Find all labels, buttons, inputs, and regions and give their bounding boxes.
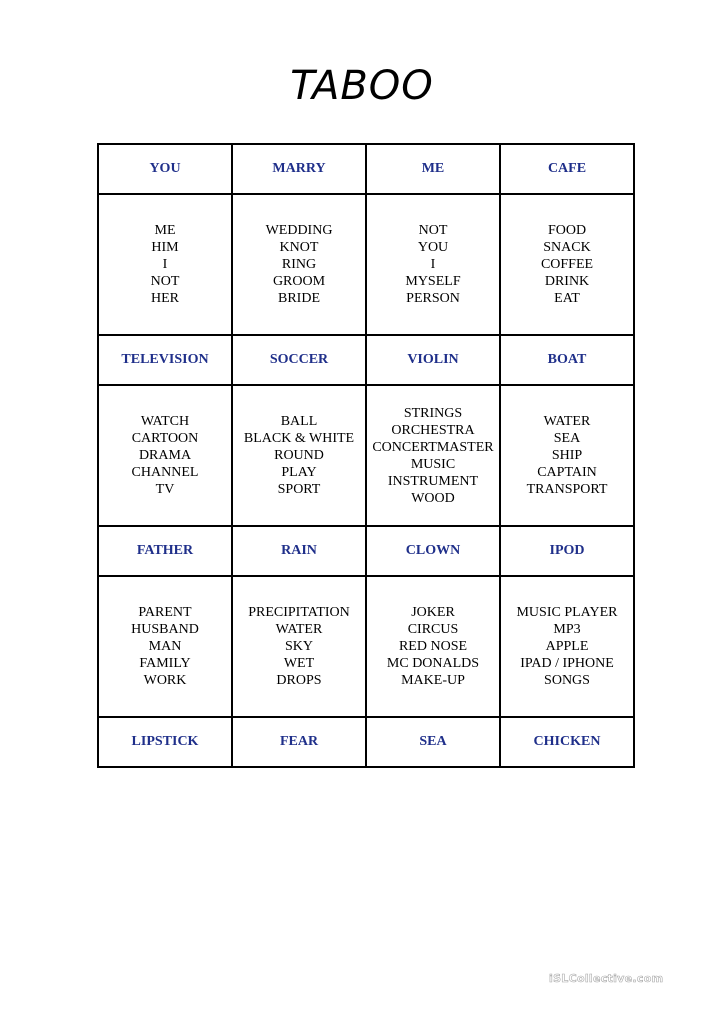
taboo-word: HUSBAND [131,622,199,637]
target-word-cell [232,335,366,385]
target-word-row [98,335,634,385]
taboo-word: ME [154,223,176,238]
taboo-word: PARENT [138,605,192,620]
taboo-word: CHANNEL [131,465,199,480]
taboo-word: FAMILY [139,656,191,671]
taboo-words-row [98,385,634,526]
taboo-word: PERSON [406,291,460,306]
target-word: LIPSTICK [131,734,199,749]
taboo-word: GROOM [272,274,326,289]
taboo-word: IPAD / IPHONE [520,656,614,671]
taboo-word: YOU [417,240,449,255]
taboo-word: ROUND [274,448,324,463]
target-word-row [98,526,634,576]
target-word: SOCCER [269,352,329,367]
target-word-cell [500,526,634,576]
taboo-word: WATER [275,622,323,637]
taboo-word: WATER [543,414,591,429]
target-word: MARRY [272,161,326,176]
target-word: ME [421,161,445,176]
taboo-word: JOKER [411,605,455,620]
taboo-word: CARTOON [131,431,199,446]
taboo-word: SONGS [544,673,590,688]
taboo-word: SHIP [551,448,583,463]
taboo-words-cell [500,194,634,335]
target-word-cell [500,144,634,194]
taboo-words-cell [366,194,500,335]
taboo-word: NOT [150,274,180,289]
taboo-word: CONCERTMASTER [372,439,494,455]
taboo-word: WATCH [140,414,190,429]
taboo-word: DROPS [276,673,322,688]
taboo-word: MAKE-UP [401,673,465,688]
target-word-cell [500,717,634,767]
target-word-row [98,717,634,767]
taboo-words-cell [500,576,634,717]
target-word-cell [98,526,232,576]
taboo-word: MUSIC [410,456,456,472]
taboo-word: SPORT [277,482,321,497]
taboo-word: FOOD [547,223,587,238]
target-word-cell [366,526,500,576]
taboo-word: I [162,257,168,272]
target-word-row [98,144,634,194]
taboo-words-cell [232,385,366,526]
taboo-word: WORK [143,673,187,688]
taboo-word: DRINK [544,274,590,289]
taboo-words-cell [232,194,366,335]
taboo-word: CAPTAIN [537,465,597,480]
taboo-word: MAN [148,639,182,654]
taboo-word: PRECIPITATION [248,605,350,620]
target-word: CLOWN [405,543,461,558]
taboo-words-cell [98,576,232,717]
target-word: YOU [149,161,181,176]
taboo-word: WOOD [411,490,455,506]
target-word-cell [366,144,500,194]
target-word-cell [500,335,634,385]
target-word: TELEVISION [121,352,209,367]
taboo-words-cell [366,576,500,717]
target-word: SEA [419,734,447,749]
taboo-word: ORCHESTRA [391,422,475,438]
target-word-cell [98,144,232,194]
taboo-word: WEDDING [265,223,333,238]
target-word: BOAT [547,352,587,367]
taboo-words-cell [500,385,634,526]
taboo-word: INSTRUMENT [387,473,479,489]
target-word: FEAR [279,734,319,749]
target-word-cell [366,335,500,385]
taboo-word: MUSIC PLAYER [516,605,618,620]
taboo-words-cell [366,385,500,526]
target-word-cell [232,717,366,767]
taboo-word: CIRCUS [407,622,459,637]
target-word: RAIN [281,543,317,558]
taboo-word: DRAMA [138,448,192,463]
target-word: FATHER [136,543,194,558]
taboo-word: RED NOSE [398,639,468,654]
taboo-word: TV [155,482,175,497]
target-word: CHICKEN [533,734,601,749]
taboo-word: I [430,257,436,272]
taboo-words-cell [232,576,366,717]
taboo-words-cell [98,194,232,335]
taboo-word: WET [283,656,315,671]
taboo-word: SKY [284,639,313,654]
taboo-word: MYSELF [405,274,461,289]
taboo-word: MP3 [553,622,581,637]
taboo-word: BALL [280,414,318,429]
target-word-cell [232,526,366,576]
taboo-word: COFFEE [540,257,594,272]
taboo-word: SEA [553,431,581,446]
taboo-word: NOT [418,223,448,238]
taboo-words-row [98,576,634,717]
target-word-cell [98,717,232,767]
taboo-card-grid [97,143,635,768]
taboo-word: BLACK & WHITE [243,431,355,446]
taboo-word: TRANSPORT [526,482,608,497]
taboo-words-row [98,194,634,335]
taboo-word: EAT [554,291,580,306]
taboo-words-cell [98,385,232,526]
taboo-word: RING [281,257,317,272]
target-word: CAFE [547,161,587,176]
target-word: IPOD [549,543,585,558]
taboo-word: HIM [151,240,179,255]
taboo-word: STRINGS [403,405,463,421]
target-word-cell [366,717,500,767]
taboo-word: MC DONALDS [386,656,480,671]
target-word-cell [232,144,366,194]
watermark-logo: iSLCollective.com [549,972,664,985]
target-word-cell [98,335,232,385]
page-title: TABOO [290,63,434,109]
taboo-word: KNOT [279,240,319,255]
taboo-word: SNACK [543,240,591,255]
taboo-word: APPLE [545,639,589,654]
taboo-word: BRIDE [278,291,320,306]
target-word: VIOLIN [407,352,459,367]
taboo-word: HER [151,291,179,306]
taboo-word: PLAY [281,465,317,480]
